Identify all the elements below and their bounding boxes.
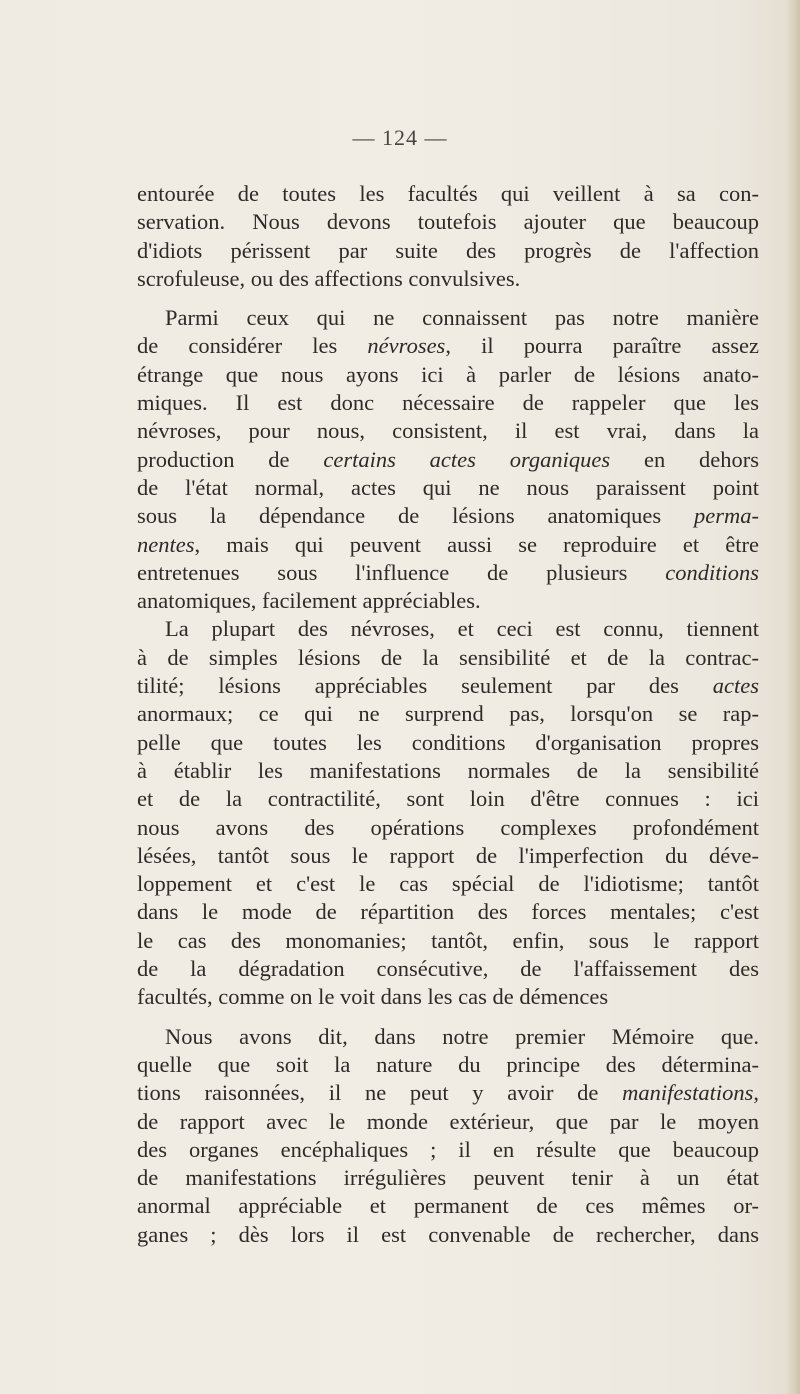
- text-line: La plupart des névroses, et ceci est connu, tiennent: [165, 616, 759, 642]
- text-line: miques. Il est donc nécessaire de rappeler que les: [137, 390, 759, 416]
- paragraph-1: [137, 180, 759, 293]
- italic-emphasis: certains actes organiques: [323, 446, 611, 472]
- text-line: à de simples lésions de la sensibilité et de la contrac-: [137, 644, 759, 670]
- text-line: entourée de toutes les facultés qui veillent à sa con-: [137, 181, 759, 206]
- text-line: de rapport avec le monde extérieur, que par le moyen: [137, 1108, 759, 1134]
- italic-emphasis: conditions: [665, 559, 759, 585]
- text-line: scrofuleuse, ou des affections convulsives.: [137, 265, 521, 291]
- italic-emphasis: nentes: [137, 531, 195, 557]
- text-line: production de certains actes organiques en dehors: [137, 446, 759, 472]
- text-line: loppement et c'est le cas spécial de l'idiotisme; tantôt: [137, 871, 759, 897]
- text-line: tions raisonnées, il ne peut y avoir de manifestations,: [137, 1080, 759, 1106]
- text-line: et de la contractilité, sont loin d'être connues : ici: [137, 786, 759, 812]
- italic-emphasis: névroses: [367, 333, 446, 359]
- text-line: Parmi ceux qui ne connaissent pas notre manière: [165, 305, 759, 331]
- text-line: anormal appréciable et permanent de ces mêmes or-: [137, 1193, 759, 1219]
- text-line: pelle que toutes les conditions d'organisation propres: [137, 729, 759, 755]
- text-line: servation. Nous devons toutefois ajouter que beaucoup: [137, 209, 759, 235]
- paragraph-2: [137, 304, 759, 1011]
- italic-emphasis: manifestations: [622, 1080, 754, 1106]
- text-line: ganes ; dès lors il est convenable de rechercher, dans: [137, 1221, 759, 1247]
- text-line: tilité; lésions appréciables seulement par des actes: [137, 673, 759, 699]
- text-line: névroses, pour nous, consistent, il est vrai, dans la: [137, 418, 759, 444]
- italic-emphasis: actes: [712, 673, 759, 699]
- text-line: entretenues sous l'influence de plusieurs conditions: [137, 559, 759, 585]
- text-line: de manifestations irrégulières peuvent tenir à un état: [137, 1165, 759, 1191]
- text-line: d'idiots périssent par suite des progrès de l'affection: [137, 237, 759, 263]
- text-line: nentes, mais qui peuvent aussi se reproduire et être: [137, 531, 759, 557]
- italic-emphasis: perma-: [694, 503, 759, 529]
- text-line: anatomiques, facilement appréciables.: [137, 588, 481, 614]
- text-line: quelle que soit la nature du principe des détermina-: [137, 1051, 759, 1077]
- text-line: étrange que nous ayons ici à parler de lésions anato-: [137, 361, 759, 387]
- text-line: lésées, tantôt sous le rapport de l'imperfection du déve-: [137, 842, 759, 868]
- text-line: Nous avons dit, dans notre premier Mémoire que.: [165, 1023, 759, 1049]
- text-line: sous la dépendance de lésions anatomiques perma-: [137, 503, 759, 529]
- page-number: — 124 —: [352, 125, 448, 150]
- paragraph-3: [137, 1023, 759, 1249]
- text-line: de considérer les névroses, il pourra paraître assez: [137, 333, 759, 359]
- body-text: [137, 180, 759, 1249]
- text-line: de la dégradation consécutive, de l'affaissement des: [137, 956, 759, 982]
- text-line: à établir les manifestations normales de la sensibilité: [137, 757, 759, 783]
- page-edge-shadow: [786, 0, 800, 1394]
- text-line: dans le mode de répartition des forces mentales; c'est: [137, 899, 759, 925]
- text-line: de l'état normal, actes qui ne nous paraissent point: [137, 474, 759, 500]
- text-line: des organes encéphaliques ; il en résulte que beaucoup: [137, 1136, 759, 1162]
- text-line: facultés, comme on le voit dans les cas de démences: [137, 984, 609, 1010]
- text-line: anormaux; ce qui ne surprend pas, lorsqu'on se rap-: [137, 701, 759, 727]
- text-line: le cas des monomanies; tantôt, enfin, sous le rapport: [137, 927, 759, 953]
- text-line: nous avons des opérations complexes profondément: [137, 814, 759, 840]
